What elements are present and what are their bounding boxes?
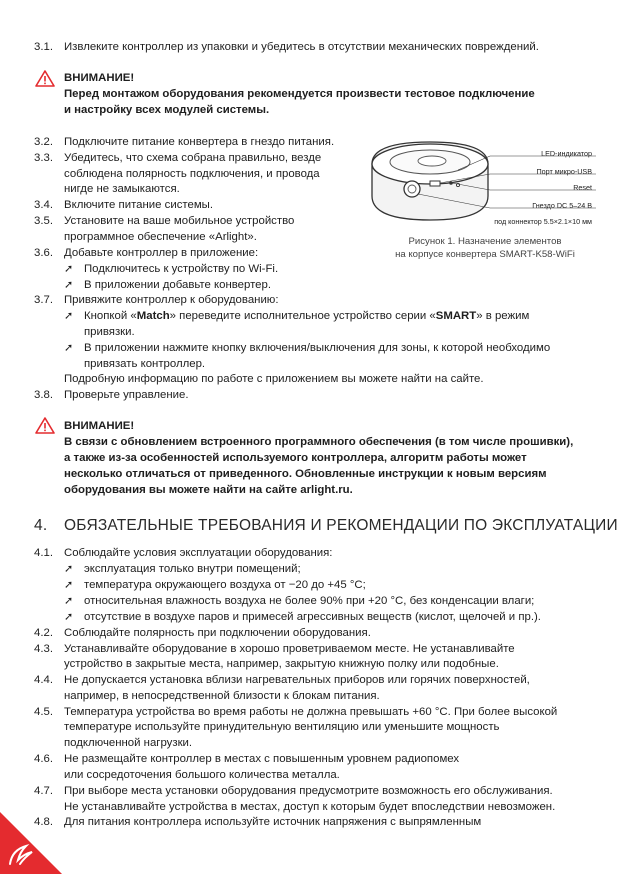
arrow-icon: ➚: [64, 310, 74, 322]
arrow-icon: ➚: [64, 611, 74, 623]
brand-logo-icon: [6, 842, 36, 868]
warning-icon: [35, 70, 55, 87]
figure-caption: Рисунок 1. Назначение элементов на корпусе конвертера SMART-K58-WiFi: [395, 236, 575, 260]
arrow-icon: ➚: [64, 563, 74, 575]
arrow-icon: ➚: [64, 263, 74, 275]
warning-icon: [35, 417, 55, 434]
arrow-icon: ➚: [64, 342, 74, 354]
arrow-icon: ➚: [64, 595, 74, 607]
arrow-icon: ➚: [64, 279, 74, 291]
arrow-icon: ➚: [64, 579, 74, 591]
